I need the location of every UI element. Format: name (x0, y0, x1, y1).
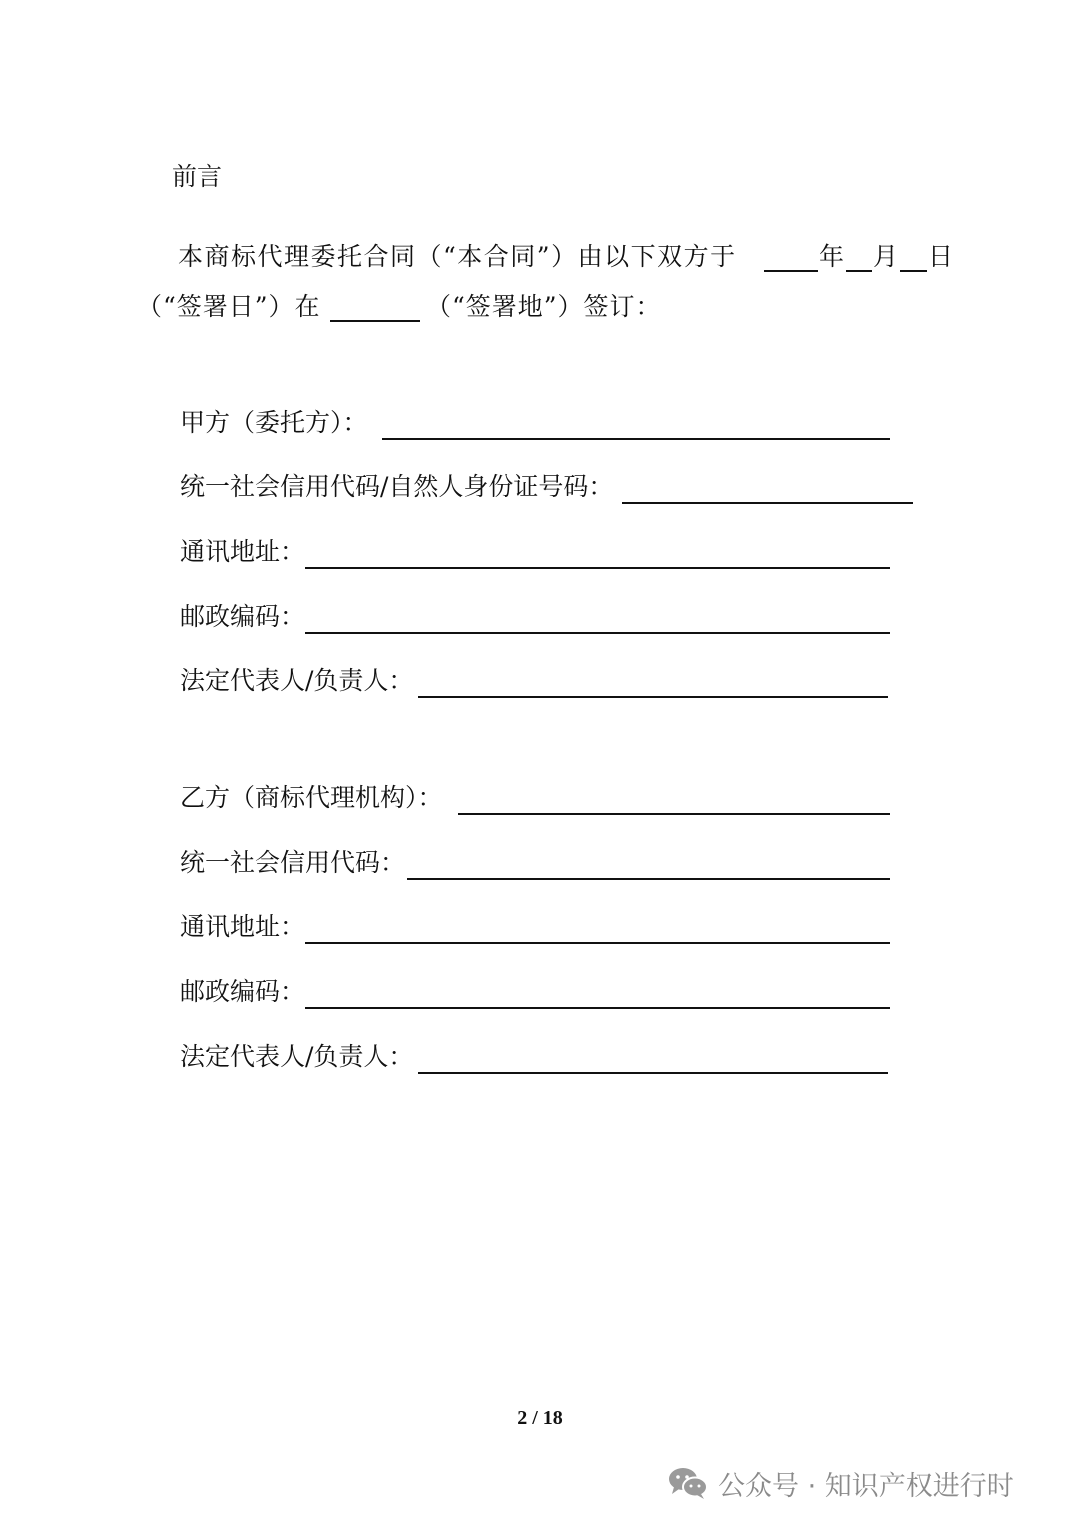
party-a-name-field (180, 406, 890, 440)
party-b-id-label: 统一社会信用代码： (180, 848, 406, 877)
party-a-rep-line[interactable] (418, 696, 888, 698)
watermark-text: 公众号 · 知识产权进行时 (718, 1470, 1014, 1502)
party-a-postcode-field (180, 600, 890, 634)
party-a-address-label: 通讯地址： (180, 537, 306, 566)
party-b-name-field (180, 781, 890, 815)
party-a-address-field (180, 535, 890, 569)
year-label: 年 (819, 242, 845, 271)
party-b-name-line[interactable] (458, 813, 890, 815)
party-b-name-label: 乙方（商标代理机构）： (180, 783, 443, 812)
intro-text-2: （“签署日”）在 (137, 292, 321, 321)
day-label: 日 (928, 242, 954, 271)
party-a-postcode-label: 邮政编码： (180, 602, 306, 631)
watermark (668, 1463, 1014, 1503)
party-b-postcode-label: 邮政编码： (180, 977, 306, 1006)
party-b-id-field (180, 846, 890, 880)
party-a-rep-label: 法定代表人/负责人： (180, 666, 414, 695)
party-a-id-label: 统一社会信用代码/自然人身份证号码： (180, 472, 614, 501)
party-b-id-line[interactable] (407, 878, 890, 880)
party-b-rep-field (180, 1040, 888, 1074)
party-b-postcode-line[interactable] (305, 1007, 890, 1009)
place-blank (330, 320, 420, 322)
section-heading: 前言 (172, 162, 223, 191)
month-blank (846, 270, 872, 272)
party-b-rep-label: 法定代表人/负责人： (180, 1042, 414, 1071)
party-b-rep-line[interactable] (418, 1072, 888, 1074)
day-blank (900, 270, 927, 272)
party-b-postcode-field (180, 975, 890, 1009)
party-a-address-line[interactable] (305, 567, 890, 569)
month-label: 月 (873, 242, 899, 271)
year-blank (764, 270, 818, 272)
party-a-name-line[interactable] (382, 438, 890, 440)
party-a-name-label: 甲方（委托方）： (180, 408, 368, 437)
party-a-id-field (180, 470, 913, 504)
intro-text-1: 本商标代理委托合同（“本合同”）由以下双方于 (178, 242, 737, 271)
party-a-rep-field (180, 664, 888, 698)
party-a-postcode-line[interactable] (305, 632, 890, 634)
intro-text-3: （“签署地”）签订： (426, 292, 662, 321)
party-b-address-line[interactable] (305, 942, 890, 944)
page-number: 2 / 18 (517, 1407, 563, 1429)
party-a-id-line[interactable] (622, 502, 913, 504)
wechat-icon (668, 1466, 708, 1500)
party-b-address-field (180, 910, 890, 944)
party-b-address-label: 通讯地址： (180, 912, 306, 941)
